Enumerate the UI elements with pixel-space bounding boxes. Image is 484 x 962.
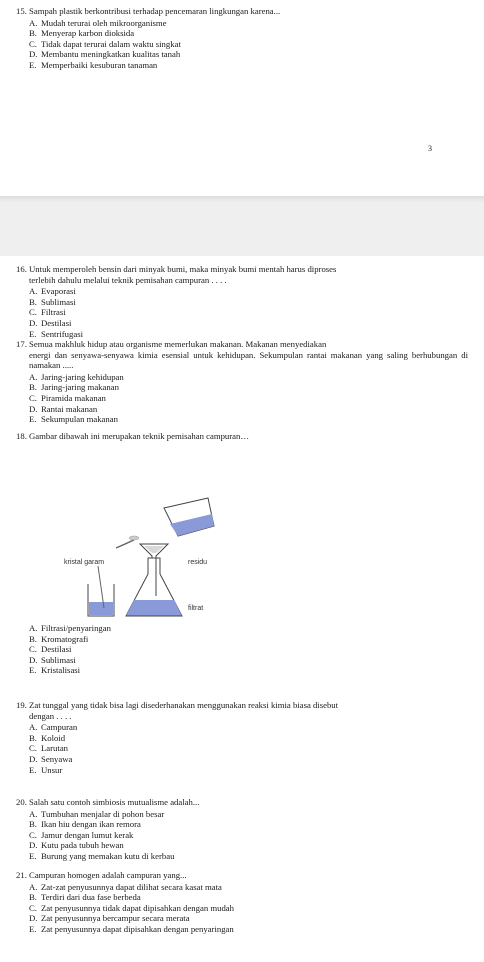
- option-text: Jamur dengan lumut kerak: [41, 829, 134, 840]
- option-item: [29, 830, 468, 841]
- option-item: [29, 623, 468, 634]
- option-letter: C.: [29, 307, 37, 318]
- option-item: [29, 722, 468, 733]
- option-text: Zat-zat penyusunnya dapat dilihat secara kasat mata: [41, 881, 222, 892]
- option-text: Sekumpulan makanan: [41, 414, 118, 425]
- option-letter: D.: [29, 403, 38, 414]
- question-15: [16, 6, 468, 71]
- option-text: Menyerap karbon dioksida: [41, 28, 135, 39]
- option-text: Tumbuhan menjalar di pohon besar: [41, 808, 165, 819]
- question-text: Sampah plastik berkontribusi terhadap pencemaran lingkungan karena...: [29, 6, 281, 16]
- option-letter: E.: [29, 414, 37, 425]
- option-item: [29, 414, 468, 425]
- option-item: [29, 404, 468, 415]
- option-item: [29, 307, 468, 318]
- question-text: Campuran homogen adalah campuran yang...: [29, 870, 187, 880]
- option-text: Burung yang memakan kutu di kerbau: [41, 850, 175, 861]
- filtration-figure: [60, 496, 230, 631]
- option-text: Kutu pada tubuh hewan: [41, 840, 124, 851]
- option-text: Destilasi: [41, 644, 72, 655]
- option-item: [29, 39, 468, 50]
- option-letter: C.: [29, 902, 37, 913]
- option-letter: B.: [29, 633, 37, 644]
- option-item: [29, 840, 468, 851]
- question-number: 20.: [16, 797, 27, 807]
- question-stem: [16, 6, 468, 17]
- option-letter: B.: [29, 382, 37, 393]
- page-bottom: [0, 256, 484, 962]
- option-letter: D.: [29, 840, 38, 851]
- option-item: [29, 809, 468, 820]
- option-text: Zat penyusunnya dapat dipisahkan dengan penyaringan: [41, 923, 234, 934]
- option-item: [29, 754, 468, 765]
- option-letter: E.: [29, 665, 37, 676]
- question-number: 17.: [16, 339, 27, 349]
- option-text: Destilasi: [41, 317, 72, 328]
- option-letter: B.: [29, 819, 37, 830]
- options-list: [29, 623, 468, 676]
- option-letter: A.: [29, 722, 38, 733]
- question-text: Semua makhluk hidup atau organisme memerlukan makanan. Makanan menyediakan: [29, 339, 327, 349]
- options-list: [29, 18, 468, 71]
- option-text: Filtrasi: [41, 307, 66, 318]
- option-item: [29, 882, 468, 893]
- option-letter: C.: [29, 743, 37, 754]
- question-18-options: [16, 622, 468, 676]
- option-item: [29, 49, 468, 60]
- label-residu: residu: [188, 559, 208, 566]
- option-letter: C.: [29, 38, 37, 49]
- option-letter: B.: [29, 28, 37, 39]
- option-text: Memperbaiki kesuburan tanaman: [41, 59, 158, 70]
- option-text: Zat penyusunnya tidak dapat dipisahkan dengan mudah: [41, 902, 235, 913]
- option-text: Rantai makanan: [41, 403, 98, 414]
- option-letter: C.: [29, 392, 37, 403]
- label-filtrat: filtrat: [188, 605, 204, 612]
- option-letter: A.: [29, 881, 38, 892]
- question-stem: [16, 700, 468, 721]
- page-gap-shadow: [0, 196, 484, 202]
- question-20: [16, 797, 468, 862]
- option-letter: D.: [29, 317, 38, 328]
- option-item: [29, 733, 468, 744]
- page-number: 3: [428, 144, 432, 153]
- option-item: [29, 665, 468, 676]
- question-number: 18.: [16, 431, 27, 441]
- option-item: [29, 60, 468, 71]
- question-19: [16, 700, 468, 775]
- option-text: Evaporasi: [41, 286, 76, 297]
- option-letter: D.: [29, 913, 38, 924]
- option-item: [29, 913, 468, 924]
- question-text: Untuk memperoleh bensin dari minyak bumi, maka minyak bumi mentah harus diproses: [29, 264, 337, 274]
- option-item: [29, 297, 468, 308]
- question-stem: [16, 339, 468, 371]
- option-item: [29, 644, 468, 655]
- option-text: Koloid: [41, 732, 66, 743]
- question-stem: [16, 431, 468, 442]
- option-text: Jaring-jaring makanan: [41, 382, 119, 393]
- option-text: Mudah terurai oleh mikroorganisme: [41, 17, 167, 28]
- option-item: [29, 382, 468, 393]
- option-text: Filtrasi/penyaringan: [41, 623, 111, 633]
- question-17: [16, 339, 468, 425]
- option-text: Sublimasi: [41, 296, 76, 307]
- question-text-continued: dengan . . . .: [29, 710, 72, 721]
- option-letter: A.: [29, 17, 38, 28]
- option-item: [29, 924, 468, 935]
- option-letter: E.: [29, 923, 37, 934]
- option-text: Jaring-jaring kehidupan: [41, 371, 124, 382]
- option-text: Senyawa: [41, 753, 73, 764]
- question-number: 16.: [16, 264, 27, 274]
- option-item: [29, 329, 468, 340]
- options-list: [29, 286, 468, 339]
- option-item: [29, 765, 468, 776]
- option-letter: A.: [29, 808, 38, 819]
- option-item: [29, 851, 468, 862]
- option-item: [29, 372, 468, 383]
- question-text: Gambar dibawah ini merupakan teknik pemisahan campuran…: [29, 431, 250, 441]
- option-letter: C.: [29, 644, 37, 655]
- option-item: [29, 655, 468, 666]
- option-text: Zat penyusunnya bercampur secara merata: [41, 913, 190, 924]
- option-text: Tidak dapat terurai dalam waktu singkat: [41, 38, 181, 49]
- option-letter: D.: [29, 49, 38, 60]
- question-text-continued: terlebih dahulu melalui teknik pemisahan campuran . . . .: [29, 274, 227, 285]
- option-item: [29, 634, 468, 645]
- glass-rod: [116, 540, 134, 548]
- option-item: [29, 903, 468, 914]
- option-text: Sentrifugasi: [41, 328, 83, 339]
- erlenmeyer-flask: [126, 558, 182, 616]
- option-item: [29, 28, 468, 39]
- question-16: [16, 264, 468, 339]
- option-letter: D.: [29, 753, 38, 764]
- option-item: [29, 819, 468, 830]
- question-number: 15.: [16, 6, 27, 16]
- question-number: 21.: [16, 870, 27, 880]
- option-text: Campuran: [41, 722, 78, 733]
- pouring-beaker: [164, 498, 214, 536]
- question-stem: [16, 264, 468, 285]
- option-text: Larutan: [41, 743, 69, 754]
- option-text: Ikan hiu dengan ikan remora: [41, 819, 141, 830]
- option-item: [29, 286, 468, 297]
- option-text: Kristalisasi: [41, 665, 81, 676]
- option-item: [29, 393, 468, 404]
- option-item: [29, 892, 468, 903]
- options-list: [29, 722, 468, 775]
- label-kristal-garam: kristal garam: [64, 559, 105, 566]
- option-text: Membantu meningkatkan kualitas tanah: [41, 49, 181, 60]
- question-text-continued: energi dan senyawa-senyawa kimia esensial untuk kehidupan. Sekumpulan rantai makanan yang saling berhubungan di namakan .....: [29, 349, 468, 371]
- option-letter: E.: [29, 764, 37, 775]
- option-letter: E.: [29, 850, 37, 861]
- question-text: Salah satu contoh simbiosis mutualisme adalah...: [29, 797, 200, 807]
- option-letter: A.: [29, 371, 38, 382]
- page-top: [0, 0, 484, 196]
- option-letter: D.: [29, 654, 38, 665]
- question-21: [16, 870, 468, 935]
- options-list: [29, 809, 468, 862]
- question-18: [16, 431, 468, 442]
- option-text: Sublimasi: [41, 654, 76, 665]
- option-letter: E.: [29, 328, 37, 339]
- options-list: [29, 372, 468, 425]
- option-letter: B.: [29, 296, 37, 307]
- option-letter: E.: [29, 59, 37, 70]
- option-letter: C.: [29, 829, 37, 840]
- salt-crystals: [129, 536, 139, 540]
- small-beaker: [88, 566, 114, 616]
- option-item: [29, 18, 468, 29]
- option-text: Kromatografi: [41, 633, 89, 644]
- option-letter: B.: [29, 732, 37, 743]
- question-text: Zat tunggal yang tidak bisa lagi disederhanakan menggunakan reaksi kimia biasa disebut: [29, 700, 339, 710]
- question-stem: [16, 797, 468, 808]
- option-text: Piramida makanan: [41, 392, 106, 403]
- option-letter: A.: [29, 623, 38, 633]
- option-text: Terdiri dari dua fase berbeda: [41, 892, 141, 903]
- option-letter: A.: [29, 286, 38, 297]
- page-gap: [0, 196, 484, 256]
- options-list: [29, 882, 468, 935]
- option-text: Unsur: [41, 764, 63, 775]
- question-stem: [16, 870, 468, 881]
- question-number: 19.: [16, 700, 27, 710]
- option-letter: B.: [29, 892, 37, 903]
- option-item: [29, 318, 468, 329]
- option-item: [29, 743, 468, 754]
